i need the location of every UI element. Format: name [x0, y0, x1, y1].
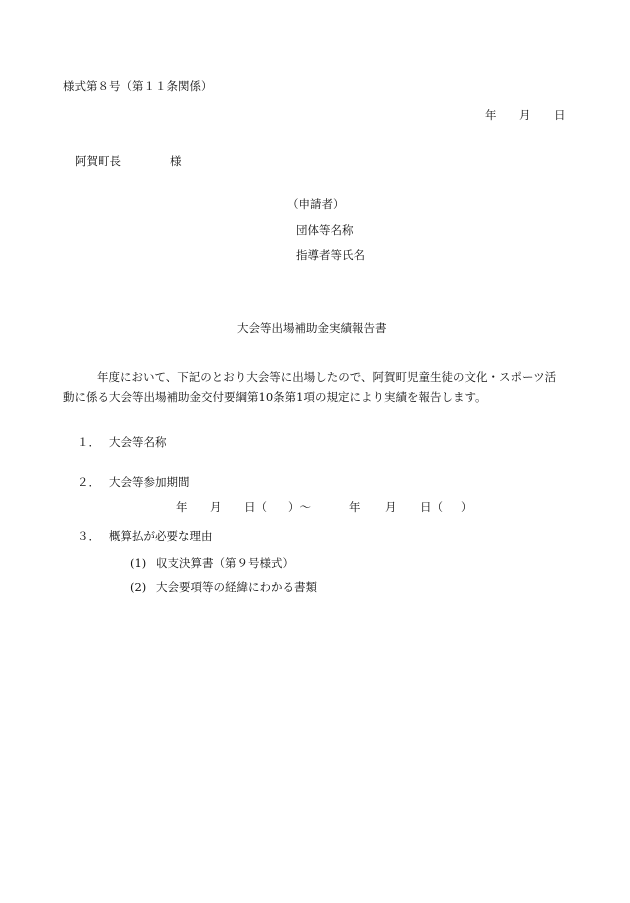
- leader-name-label: 指導者等氏名: [296, 248, 365, 262]
- attachment-number: (1): [130, 556, 147, 570]
- recipient-name: 阿賀町長: [75, 154, 121, 168]
- item-number: １．: [77, 435, 100, 449]
- item-label-event-name: 大会等名称: [109, 435, 167, 449]
- date-day: 日: [554, 108, 566, 122]
- period-row: [0, 502, 630, 516]
- attachment-label-guidelines: 大会要項等の経緯にわかる書類: [156, 580, 317, 594]
- item-number: ３．: [77, 529, 100, 543]
- period-start-close: ）～: [288, 500, 311, 514]
- form-number: 様式第８号（第１１条関係）: [63, 79, 213, 93]
- item-label-participation-period: 大会等参加期間: [109, 475, 190, 489]
- period-start-month: 月: [210, 500, 222, 514]
- applicant-header: （申請者）: [287, 197, 345, 211]
- period-start-day: 日（: [244, 500, 267, 514]
- org-name-label: 団体等名称: [296, 223, 354, 237]
- date-month: 月: [519, 108, 531, 122]
- item-label-advance-payment-reason: 概算払が必要な理由: [109, 529, 213, 543]
- period-end-close: ）: [461, 500, 473, 514]
- attachment-label-settlement: 収支決算書（第９号様式）: [156, 556, 294, 570]
- item-number: ２．: [77, 475, 100, 489]
- period-end-month: 月: [385, 500, 397, 514]
- period-end-year: 年: [349, 500, 361, 514]
- body-text-line-1: 年度において、下記のとおり大会等に出場したので、阿賀町児童生徒の文化・スポーツ活: [97, 370, 557, 384]
- document-title: 大会等出場補助金実績報告書: [237, 321, 387, 335]
- period-end-day: 日（: [420, 500, 443, 514]
- recipient-suffix: 様: [170, 154, 182, 168]
- date-year: 年: [485, 108, 497, 122]
- attachment-number: (2): [130, 580, 147, 594]
- period-start-year: 年: [176, 500, 188, 514]
- body-text-line-2: 動に係る大会等出場補助金交付要綱第10条第1項の規定により実績を報告します。: [63, 390, 487, 404]
